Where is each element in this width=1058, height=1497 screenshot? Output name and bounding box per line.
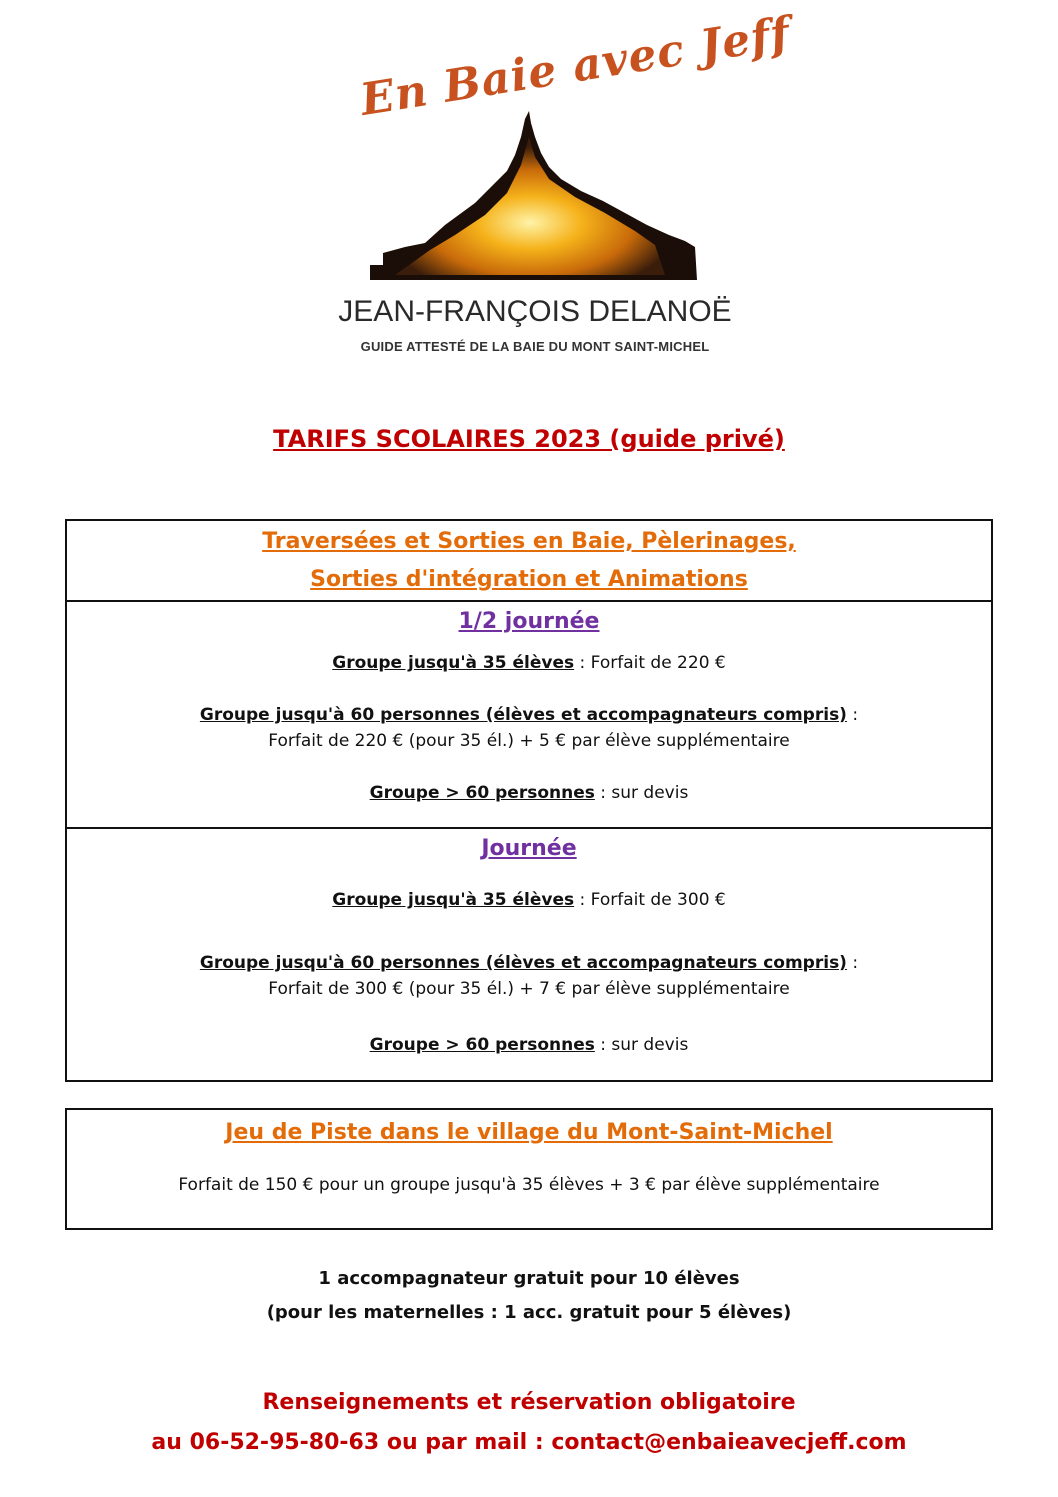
full-day-row3-value: : sur devis (594, 1035, 689, 1055)
half-day-row1 (67, 650, 991, 676)
section-half-day (67, 602, 991, 829)
full-day-row2-detail: Forfait de 300 € (pour 35 él.) + 7 € par élève supplémentaire (268, 979, 790, 999)
full-day-row3 (67, 1032, 991, 1058)
treasure-hunt-heading: Jeu de Piste dans le village du Mont-Saint-Michel (225, 1120, 833, 1145)
half-day-heading: 1/2 journée (458, 609, 600, 634)
half-day-row1-value: : Forfait de 220 € (574, 653, 726, 673)
contact-line1: Renseignements et réservation obligatoire (262, 1390, 796, 1415)
pricing-box-crossings (65, 519, 993, 1082)
half-day-row2 (67, 702, 991, 728)
section-full-day (67, 829, 991, 1080)
full-day-row2-label: Groupe jusqu'à 60 personnes (élèves et accompagnateurs compris) (199, 953, 847, 973)
crossings-heading-line1: Traversées et Sorties en Baie, Pèlerinages, (262, 529, 796, 554)
half-day-row3 (67, 780, 991, 806)
logo-script-text: En Baie avec Jeff (357, 7, 795, 126)
half-day-row1-label: Groupe jusqu'à 35 élèves (332, 653, 575, 673)
logo-name: JEAN-FRANÇOIS DELANOË (338, 295, 732, 328)
half-day-row3-value: : sur devis (594, 783, 689, 803)
half-day-row2-value: : (846, 705, 859, 725)
treasure-hunt-text: Forfait de 150 € pour un groupe jusqu'à 35 élèves + 3 € par élève supplémentaire (178, 1175, 880, 1195)
crossings-heading-line2: Sorties d'intégration et Animations (310, 567, 748, 592)
note-line1: 1 accompagnateur gratuit pour 10 élèves (318, 1268, 740, 1289)
contact-line2: au 06-52-95-80-63 ou par mail : contact@enbaieavecjeff.com (151, 1430, 907, 1455)
full-day-row1-label: Groupe jusqu'à 35 élèves (332, 890, 575, 910)
section-heading-crossings (67, 521, 991, 602)
pricing-box-treasure-hunt (65, 1108, 993, 1230)
half-day-row2-label: Groupe jusqu'à 60 personnes (élèves et accompagnateurs compris) (199, 705, 847, 725)
section-treasure-hunt (67, 1110, 991, 1198)
page-title: TARIFS SCOLAIRES 2023 (guide privé) (273, 425, 785, 453)
full-day-row2 (67, 950, 991, 976)
full-day-row3-label: Groupe > 60 personnes (369, 1035, 595, 1055)
note-line2: (pour les maternelles : 1 acc. gratuit pour 5 élèves) (266, 1302, 792, 1323)
full-day-row1 (67, 887, 991, 913)
half-day-row3-label: Groupe > 60 personnes (369, 783, 595, 803)
logo (335, 7, 795, 365)
full-day-heading: Journée (481, 836, 577, 861)
full-day-row2-value: : (846, 953, 859, 973)
half-day-row2-detail: Forfait de 220 € (pour 35 él.) + 5 € par élève supplémentaire (268, 731, 790, 751)
full-day-row1-value: : Forfait de 300 € (574, 890, 726, 910)
logo-subtitle: GUIDE ATTESTÉ DE LA BAIE DU MONT SAINT-MICHEL (360, 339, 710, 354)
